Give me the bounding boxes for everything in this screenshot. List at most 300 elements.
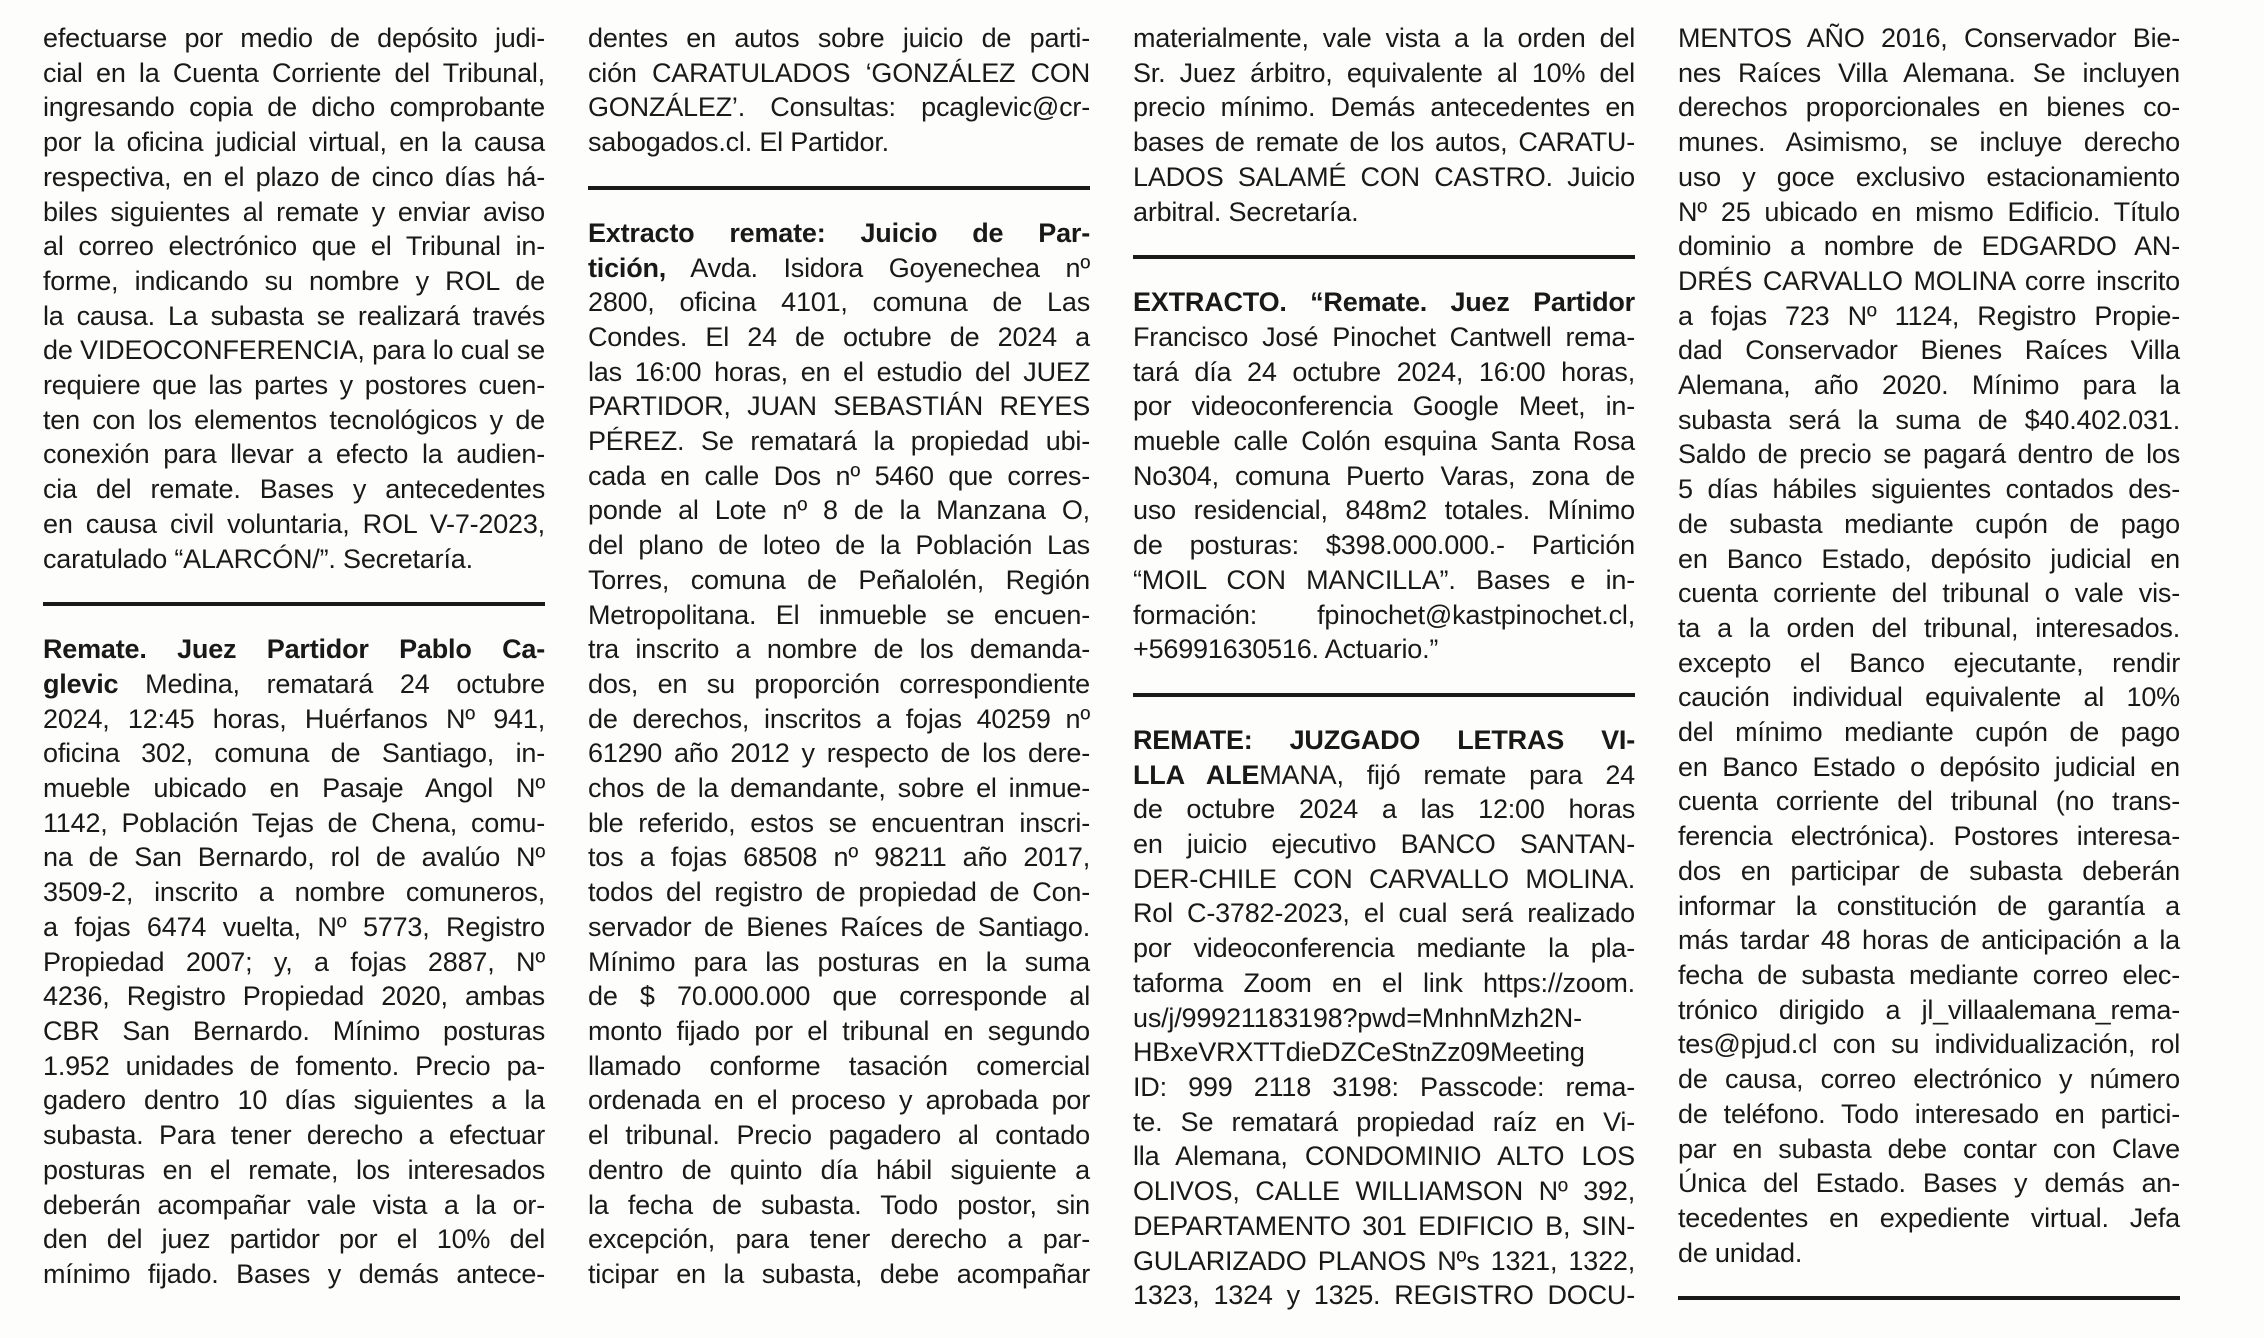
text-line — [1678, 437, 2180, 472]
line-text: nes Raíces Villa Alemana. Se incluyen — [1678, 57, 2180, 88]
text-line — [1678, 854, 2180, 889]
text-line — [1678, 1027, 2180, 1062]
text-line — [1133, 90, 1635, 125]
text-line — [588, 910, 1090, 945]
text-line — [1678, 611, 2180, 646]
text-line — [1678, 923, 2180, 958]
line-text: efectuarse por medio de depósito judi- — [43, 23, 545, 53]
text-line — [588, 1118, 1090, 1153]
line-text: las 16:00 horas, en el estudio del JUEZ — [588, 356, 1090, 387]
line-text: Condes. El 24 de octubre de 2024 a — [588, 321, 1090, 352]
line-text: formación: fpinochet@kastpinochet.cl, — [1133, 599, 1635, 630]
text-line — [1133, 758, 1635, 793]
column-4 — [1678, 21, 2180, 1326]
text-line — [1678, 333, 2180, 368]
line-text: derechos proporcionales en bienes co- — [1678, 92, 2180, 123]
text-line — [588, 90, 1090, 125]
line-text: de $ 70.000.000 que corresponde al — [588, 981, 1090, 1012]
text-line — [588, 563, 1090, 598]
line-text: LADOS SALAMÉ CON CASTRO. Juicio — [1133, 161, 1635, 192]
line-text: taforma Zoom en el link https://zoom. — [1133, 967, 1635, 998]
text-line — [588, 389, 1090, 424]
text-line — [43, 264, 545, 299]
line-text: de octubre 2024 a las 12:00 horas — [1133, 794, 1635, 825]
text-line — [43, 195, 545, 230]
text-line — [43, 632, 545, 667]
text-line — [43, 945, 545, 980]
text-line — [1133, 1070, 1635, 1105]
line-text: 1323, 1324 y 1325. REGISTRO DOCU- — [1133, 1280, 1635, 1311]
line-text: la causa. La subasta se realizará través — [43, 300, 545, 331]
column-1 — [43, 21, 545, 1326]
text-line — [43, 1049, 545, 1084]
line-text: Francisco José Pinochet Cantwell rema- — [1133, 321, 1635, 352]
text-line — [1678, 819, 2180, 854]
text-line — [588, 875, 1090, 910]
line-text: Propiedad 2007; y, a fojas 2887, Nº — [43, 946, 545, 977]
text-line — [588, 1014, 1090, 1049]
line-text: por videoconferencia Google Meet, in- — [1133, 391, 1635, 422]
text-line — [43, 1153, 545, 1188]
line-text: fecha de subasta mediante correo elec- — [1678, 959, 2180, 990]
line-text: chos de la demandante, sobre el inmue- — [588, 773, 1090, 804]
line-text: de VIDEOCONFERENCIA, para lo cual se — [43, 335, 545, 366]
line-text: cuenta corriente del tribunal o vale vis- — [1678, 578, 2180, 609]
bold-lead: REMATE: JUZGADO LETRAS VI- — [1133, 724, 1635, 755]
line-text: caratulado “ALARCÓN/”. Secretaría. — [43, 543, 473, 574]
line-text: cia del remate. Bases y antecedentes — [43, 474, 545, 505]
line-text: Única del Estado. Bases y demás an- — [1678, 1168, 2180, 1199]
line-text: en Banco Estado o depósito judicial en — [1678, 751, 2180, 782]
text-line — [588, 424, 1090, 459]
line-text: MENTOS AÑO 2016, Conservador Bie- — [1678, 23, 2180, 53]
line-text: trónico dirigido a jl_villaalemana_rema- — [1678, 994, 2180, 1025]
line-text: ta a la orden del tribunal, interesados. — [1678, 612, 2180, 643]
line-text: ordenada en el proceso y aprobada por — [588, 1085, 1090, 1116]
line-text: DEPARTAMENTO 301 EDIFICIO B, SIN- — [1133, 1210, 1635, 1241]
line-text: dentes en autos sobre juicio de parti- — [588, 23, 1090, 53]
text-line — [588, 216, 1090, 251]
text-line — [588, 667, 1090, 702]
text-line — [1678, 195, 2180, 230]
line-text: servador de Bienes Raíces de Santiago. — [588, 911, 1090, 942]
line-text: todos del registro de propiedad de Con- — [588, 877, 1090, 908]
text-line — [43, 1222, 545, 1257]
line-text: requiere que las partes y postores cuen- — [43, 370, 545, 401]
text-line — [1133, 563, 1635, 598]
text-line — [1133, 320, 1635, 355]
text-line — [43, 507, 545, 542]
column-3 — [1133, 21, 1635, 1326]
text-line — [1678, 507, 2180, 542]
line-text: dos en participar de subasta deberán — [1678, 855, 2180, 886]
text-line — [1133, 528, 1635, 563]
text-line — [1678, 21, 2180, 56]
text-line — [43, 1118, 545, 1153]
text-line — [1133, 125, 1635, 160]
text-line — [43, 702, 545, 737]
text-line — [43, 1188, 545, 1223]
text-line — [43, 910, 545, 945]
bold-lead: glevic — [43, 668, 119, 699]
line-text: a fojas 6474 vuelta, Nº 5773, Registro — [43, 911, 545, 942]
text-line — [1678, 125, 2180, 160]
line-text: 1142, Población Tejas de Chena, comu- — [43, 807, 545, 838]
line-text: Torres, comuna de Peñalolén, Región — [588, 564, 1090, 595]
line-text: Saldo de precio se pagará dentro de los — [1678, 439, 2180, 470]
column-2 — [588, 21, 1090, 1326]
line-text: te. Se rematará propiedad raíz en Vi- — [1133, 1106, 1635, 1137]
line-text: PÉREZ. Se rematará la propiedad ubi- — [588, 426, 1090, 457]
text-line — [1133, 1278, 1635, 1313]
line-text: 61290 año 2012 y respecto de los dere- — [588, 738, 1090, 769]
line-text: cada en calle Dos nº 5460 que corres- — [588, 460, 1090, 491]
line-text: la fecha de subasta. Todo postor, sin — [588, 1189, 1090, 1220]
line-text: 1.952 unidades de fomento. Precio pa- — [43, 1050, 545, 1081]
text-line — [588, 598, 1090, 633]
notice-paragraph — [1678, 21, 2180, 1270]
text-line — [1678, 1166, 2180, 1201]
line-text: el tribunal. Precio pagadero al contado — [588, 1120, 1090, 1151]
line-text: na de San Bernardo, rol de avalúo Nº — [43, 842, 545, 873]
text-line — [1678, 229, 2180, 264]
text-line — [1133, 632, 1635, 667]
text-line — [1678, 542, 2180, 577]
line-text: “MOIL CON MANCILLA”. Bases e in- — [1133, 564, 1635, 595]
text-line — [588, 702, 1090, 737]
line-text: 3509-2, inscrito a nombre comuneros, — [43, 877, 545, 908]
text-line — [588, 493, 1090, 528]
text-line — [1678, 1201, 2180, 1236]
text-line — [43, 160, 545, 195]
text-line — [588, 1222, 1090, 1257]
line-text: del mínimo mediante cupón de pago — [1678, 717, 2180, 748]
line-text: No304, comuna Puerto Varas, zona de — [1133, 460, 1635, 491]
text-line — [588, 355, 1090, 390]
line-text: DER-CHILE CON CARVALLO MOLINA. — [1133, 863, 1635, 894]
line-text: ble referido, estos se encuentran inscri- — [588, 807, 1090, 838]
line-text: DRÉS CARVALLO MOLINA corre inscrito — [1678, 265, 2180, 296]
line-text: más tardar 48 horas de anticipación a la — [1678, 925, 2180, 956]
line-text: OLIVOS, CALLE WILLIAMSON Nº 392, — [1133, 1176, 1635, 1207]
line-text: en causa civil voluntaria, ROL V-7-2023, — [43, 508, 545, 539]
text-line — [43, 333, 545, 368]
text-line — [43, 875, 545, 910]
line-text: a fojas 723 Nº 1124, Registro Propie- — [1678, 300, 2180, 331]
bold-lead: tición, — [588, 252, 667, 283]
line-text: ingresando copia de dicho comprobante — [43, 92, 545, 123]
text-line — [1133, 160, 1635, 195]
line-text: de unidad. — [1678, 1237, 1803, 1268]
line-text: gadero dentro 10 días siguientes a la — [43, 1085, 545, 1116]
line-text: bases de remate de los autos, CARATU- — [1133, 127, 1635, 158]
text-line — [1133, 389, 1635, 424]
text-line — [1678, 750, 2180, 785]
text-line — [43, 229, 545, 264]
text-line — [588, 1049, 1090, 1084]
text-line — [1133, 459, 1635, 494]
text-line — [588, 806, 1090, 841]
line-text: Avda. Isidora Goyenechea nº — [666, 252, 1090, 283]
line-text: ción CARATULADOS ‘GONZÁLEZ CON — [588, 57, 1090, 88]
line-text: cuenta corriente del tribunal (no trans- — [1678, 786, 2180, 817]
text-line — [588, 528, 1090, 563]
text-line — [588, 1083, 1090, 1118]
text-line — [1133, 1035, 1635, 1070]
text-line — [1678, 715, 2180, 750]
text-line — [1133, 827, 1635, 862]
text-line — [588, 459, 1090, 494]
line-text: Rol C-3782-2023, el cual será realizado — [1133, 898, 1635, 929]
line-text: de subasta mediante cupón de pago — [1678, 508, 2180, 539]
text-line — [43, 1014, 545, 1049]
text-line — [588, 840, 1090, 875]
line-text: de teléfono. Todo interesado en partici- — [1678, 1098, 2180, 1129]
line-text: mueble ubicado en Pasaje Angol Nº — [43, 773, 545, 804]
line-text: Metropolitana. El inmueble se encuen- — [588, 599, 1090, 630]
text-line — [1678, 1236, 2180, 1271]
notice-divider — [588, 186, 1090, 190]
text-line — [1678, 90, 2180, 125]
text-line — [1133, 723, 1635, 758]
line-text: HBxeVRXTTdieDZCeStnZz09Meeting — [1133, 1037, 1585, 1068]
text-line — [1133, 195, 1635, 230]
line-text: CBR San Bernardo. Mínimo posturas — [43, 1015, 545, 1046]
text-line — [588, 771, 1090, 806]
line-text: caución individual equivalente al 10% — [1678, 682, 2180, 713]
text-line — [1678, 299, 2180, 334]
text-line — [43, 125, 545, 160]
text-line — [1678, 1097, 2180, 1132]
line-text: dos, en su proporción correspondiente — [588, 668, 1090, 699]
line-text: del plano de loteo de la Población Las — [588, 530, 1090, 561]
text-line — [588, 21, 1090, 56]
text-line — [43, 368, 545, 403]
line-text: ten con los elementos tecnológicos y de — [43, 404, 545, 435]
text-line — [1678, 403, 2180, 438]
line-text: Mínimo para las posturas en la suma — [588, 946, 1090, 977]
line-text: subasta. Para tener derecho a efectuar — [43, 1120, 545, 1151]
line-text: ticipar en la subasta, debe acompañar — [588, 1258, 1090, 1289]
line-text: informar la constitución de garantía a — [1678, 890, 2180, 921]
line-text: de derechos, inscritos a fojas 40259 nº — [588, 703, 1090, 734]
line-text: uso y goce exclusivo estacionamiento — [1678, 161, 2180, 192]
line-text: den del juez partidor por el 10% del — [43, 1224, 545, 1255]
line-text: tes@pjud.cl con su individualización, rol — [1678, 1029, 2180, 1060]
line-text: dominio a nombre de EDGARDO AN- — [1678, 231, 2180, 262]
line-text: posturas en el remate, los interesados — [43, 1154, 545, 1185]
line-text: de causa, correo electrónico y número — [1678, 1064, 2180, 1095]
text-line — [1678, 160, 2180, 195]
text-line — [1678, 993, 2180, 1028]
text-line — [588, 320, 1090, 355]
line-text: ferencia electrónica). Postores interesa- — [1678, 821, 2180, 852]
line-text: sabogados.cl. El Partidor. — [588, 127, 889, 158]
line-text: excepción, para tener derecho a par- — [588, 1224, 1090, 1255]
line-text: Medina, rematará 24 octubre — [118, 668, 545, 699]
line-text: 4236, Registro Propiedad 2020, ambas — [43, 981, 545, 1012]
text-line — [43, 299, 545, 334]
text-line — [588, 1153, 1090, 1188]
text-line — [43, 437, 545, 472]
text-line — [588, 125, 1090, 160]
text-line — [43, 90, 545, 125]
line-text: biles siguientes al remate y enviar aviso — [43, 196, 545, 227]
line-text: GONZÁLEZ’. Consultas: pcaglevic@cr- — [588, 92, 1090, 123]
text-line — [1678, 1132, 2180, 1167]
notice-divider — [1133, 693, 1635, 697]
text-line — [588, 251, 1090, 286]
text-line — [588, 736, 1090, 771]
text-line — [588, 945, 1090, 980]
text-line — [43, 736, 545, 771]
text-line — [1678, 368, 2180, 403]
line-text: 5 días hábiles siguientes contados des- — [1678, 474, 2180, 505]
line-text: lla Alemana, CONDOMINIO ALTO LOS — [1133, 1141, 1635, 1172]
notice-divider — [43, 602, 545, 606]
text-line — [1133, 1209, 1635, 1244]
text-line — [1133, 1001, 1635, 1036]
text-line — [43, 21, 545, 56]
line-text: ponde al Lote nº 8 de la Manzana O, — [588, 495, 1090, 526]
line-text: de posturas: $398.000.000.- Partición — [1133, 530, 1635, 561]
text-line — [1678, 784, 2180, 819]
line-text: conexión para llevar a efecto la audien- — [43, 439, 545, 470]
text-line — [588, 632, 1090, 667]
line-text: tecedentes en expediente virtual. Jefa — [1678, 1202, 2180, 1233]
text-line — [1133, 896, 1635, 931]
text-line — [1133, 285, 1635, 320]
text-line — [1133, 1244, 1635, 1279]
notice-paragraph — [43, 21, 545, 576]
text-line — [1678, 264, 2180, 299]
text-line — [1678, 576, 2180, 611]
text-line — [43, 806, 545, 841]
line-text: 2800, oficina 4101, comuna de Las — [588, 287, 1090, 318]
text-line — [588, 979, 1090, 1014]
line-text: Nº 25 ubicado en mismo Edificio. Título — [1678, 196, 2180, 227]
text-line — [1133, 355, 1635, 390]
text-line — [43, 667, 545, 702]
line-text: respectiva, en el plazo de cinco días há- — [43, 161, 545, 192]
line-text: en Banco Estado, depósito judicial en — [1678, 543, 2180, 574]
line-text: materialmente, vale vista a la orden del — [1133, 23, 1635, 53]
notice-paragraph — [588, 21, 1090, 160]
line-text: al correo electrónico que el Tribunal in- — [43, 231, 545, 262]
line-text: munes. Asimismo, se incluye derecho — [1678, 127, 2180, 158]
line-text: tos a fojas 68508 nº 98211 año 2017, — [588, 842, 1090, 873]
line-text: tará día 24 octubre 2024, 16:00 horas, — [1133, 356, 1635, 387]
line-text: Alemana, año 2020. Mínimo para la — [1678, 370, 2180, 401]
text-line — [1133, 598, 1635, 633]
line-text: tra inscrito a nombre de los demanda- — [588, 634, 1090, 665]
notice-paragraph — [1133, 723, 1635, 1313]
text-line — [1133, 56, 1635, 91]
notice-divider — [1678, 1296, 2180, 1300]
text-line — [43, 542, 545, 577]
line-text: arbitral. Secretaría. — [1133, 196, 1359, 227]
text-line — [1678, 56, 2180, 91]
text-line — [1678, 680, 2180, 715]
text-line — [43, 1257, 545, 1292]
text-line — [1678, 472, 2180, 507]
line-text: excepto el Banco ejecutante, rendir — [1678, 647, 2180, 678]
line-text: llamado conforme tasación comercial — [588, 1050, 1090, 1081]
bold-lead: LLA ALE — [1133, 759, 1260, 790]
line-text: Sr. Juez árbitro, equivalente al 10% del — [1133, 57, 1635, 88]
line-text: 2024, 12:45 horas, Huérfanos Nº 941, — [43, 703, 545, 734]
text-line — [43, 840, 545, 875]
text-line — [1133, 931, 1635, 966]
text-line — [1133, 424, 1635, 459]
bold-lead: Extracto remate: Juicio de Par- — [588, 217, 1090, 248]
text-line — [588, 56, 1090, 91]
line-text: precio mínimo. Demás antecedentes en — [1133, 92, 1635, 123]
line-text: subasta será la suma de $40.402.031. — [1678, 404, 2180, 435]
notice-paragraph — [1133, 21, 1635, 229]
columns — [43, 21, 2264, 1326]
bold-lead: Remate. Juez Partidor Pablo Ca- — [43, 634, 545, 665]
text-line — [43, 472, 545, 507]
notice-paragraph — [588, 216, 1090, 1292]
line-text: par en subasta debe contar con Clave — [1678, 1133, 2180, 1164]
text-line — [1133, 493, 1635, 528]
line-text: por videoconferencia mediante la pla- — [1133, 933, 1635, 964]
line-text: en juicio ejecutivo BANCO SANTAN- — [1133, 829, 1635, 860]
text-line — [1133, 1139, 1635, 1174]
line-text: GULARIZADO PLANOS Nºs 1321, 1322, — [1133, 1245, 1635, 1276]
bold-lead: EXTRACTO. “Remate. Juez Partidor — [1133, 287, 1635, 318]
line-text: dad Conservador Bienes Raíces Villa — [1678, 335, 2180, 366]
text-line — [1133, 1105, 1635, 1140]
line-text: PARTIDOR, JUAN SEBASTIÁN REYES — [588, 391, 1090, 422]
text-line — [1678, 889, 2180, 924]
text-line — [588, 1188, 1090, 1223]
text-line — [1133, 792, 1635, 827]
line-text: dentro de quinto día hábil siguiente a — [588, 1154, 1090, 1185]
notice-paragraph — [43, 632, 545, 1291]
line-text: ID: 999 2118 3198: Passcode: rema- — [1133, 1071, 1635, 1102]
line-text: oficina 302, comuna de Santiago, in- — [43, 738, 545, 769]
text-line — [43, 1083, 545, 1118]
line-text: MANA, fijó remate para 24 — [1259, 759, 1635, 790]
notice-paragraph — [1133, 285, 1635, 667]
text-line — [43, 771, 545, 806]
notice-divider — [1133, 255, 1635, 259]
line-text: cial en la Cuenta Corriente del Tribunal, — [43, 57, 545, 88]
text-line — [1133, 1174, 1635, 1209]
text-line — [43, 403, 545, 438]
line-text: deberán acompañar vale vista a la or- — [43, 1189, 545, 1220]
line-text: uso residencial, 848m2 totales. Mínimo — [1133, 495, 1635, 526]
text-line — [1678, 646, 2180, 681]
line-text: forme, indicando su nombre y ROL de — [43, 265, 545, 296]
line-text: +56991630516. Actuario.” — [1133, 634, 1439, 665]
text-line — [1678, 958, 2180, 993]
text-line — [588, 285, 1090, 320]
text-line — [588, 1257, 1090, 1292]
line-text: por la oficina judicial virtual, en la causa — [43, 127, 545, 158]
line-text: mínimo fijado. Bases y demás antece- — [43, 1258, 545, 1289]
text-line — [1678, 1062, 2180, 1097]
text-line — [1133, 966, 1635, 1001]
line-text: monto fijado por el tribunal en segundo — [588, 1015, 1090, 1046]
text-line — [1133, 21, 1635, 56]
text-line — [1133, 862, 1635, 897]
line-text: us/j/99921183198?pwd=MnhnMzh2N- — [1133, 1002, 1582, 1033]
text-line — [43, 56, 545, 91]
text-line — [43, 979, 545, 1014]
